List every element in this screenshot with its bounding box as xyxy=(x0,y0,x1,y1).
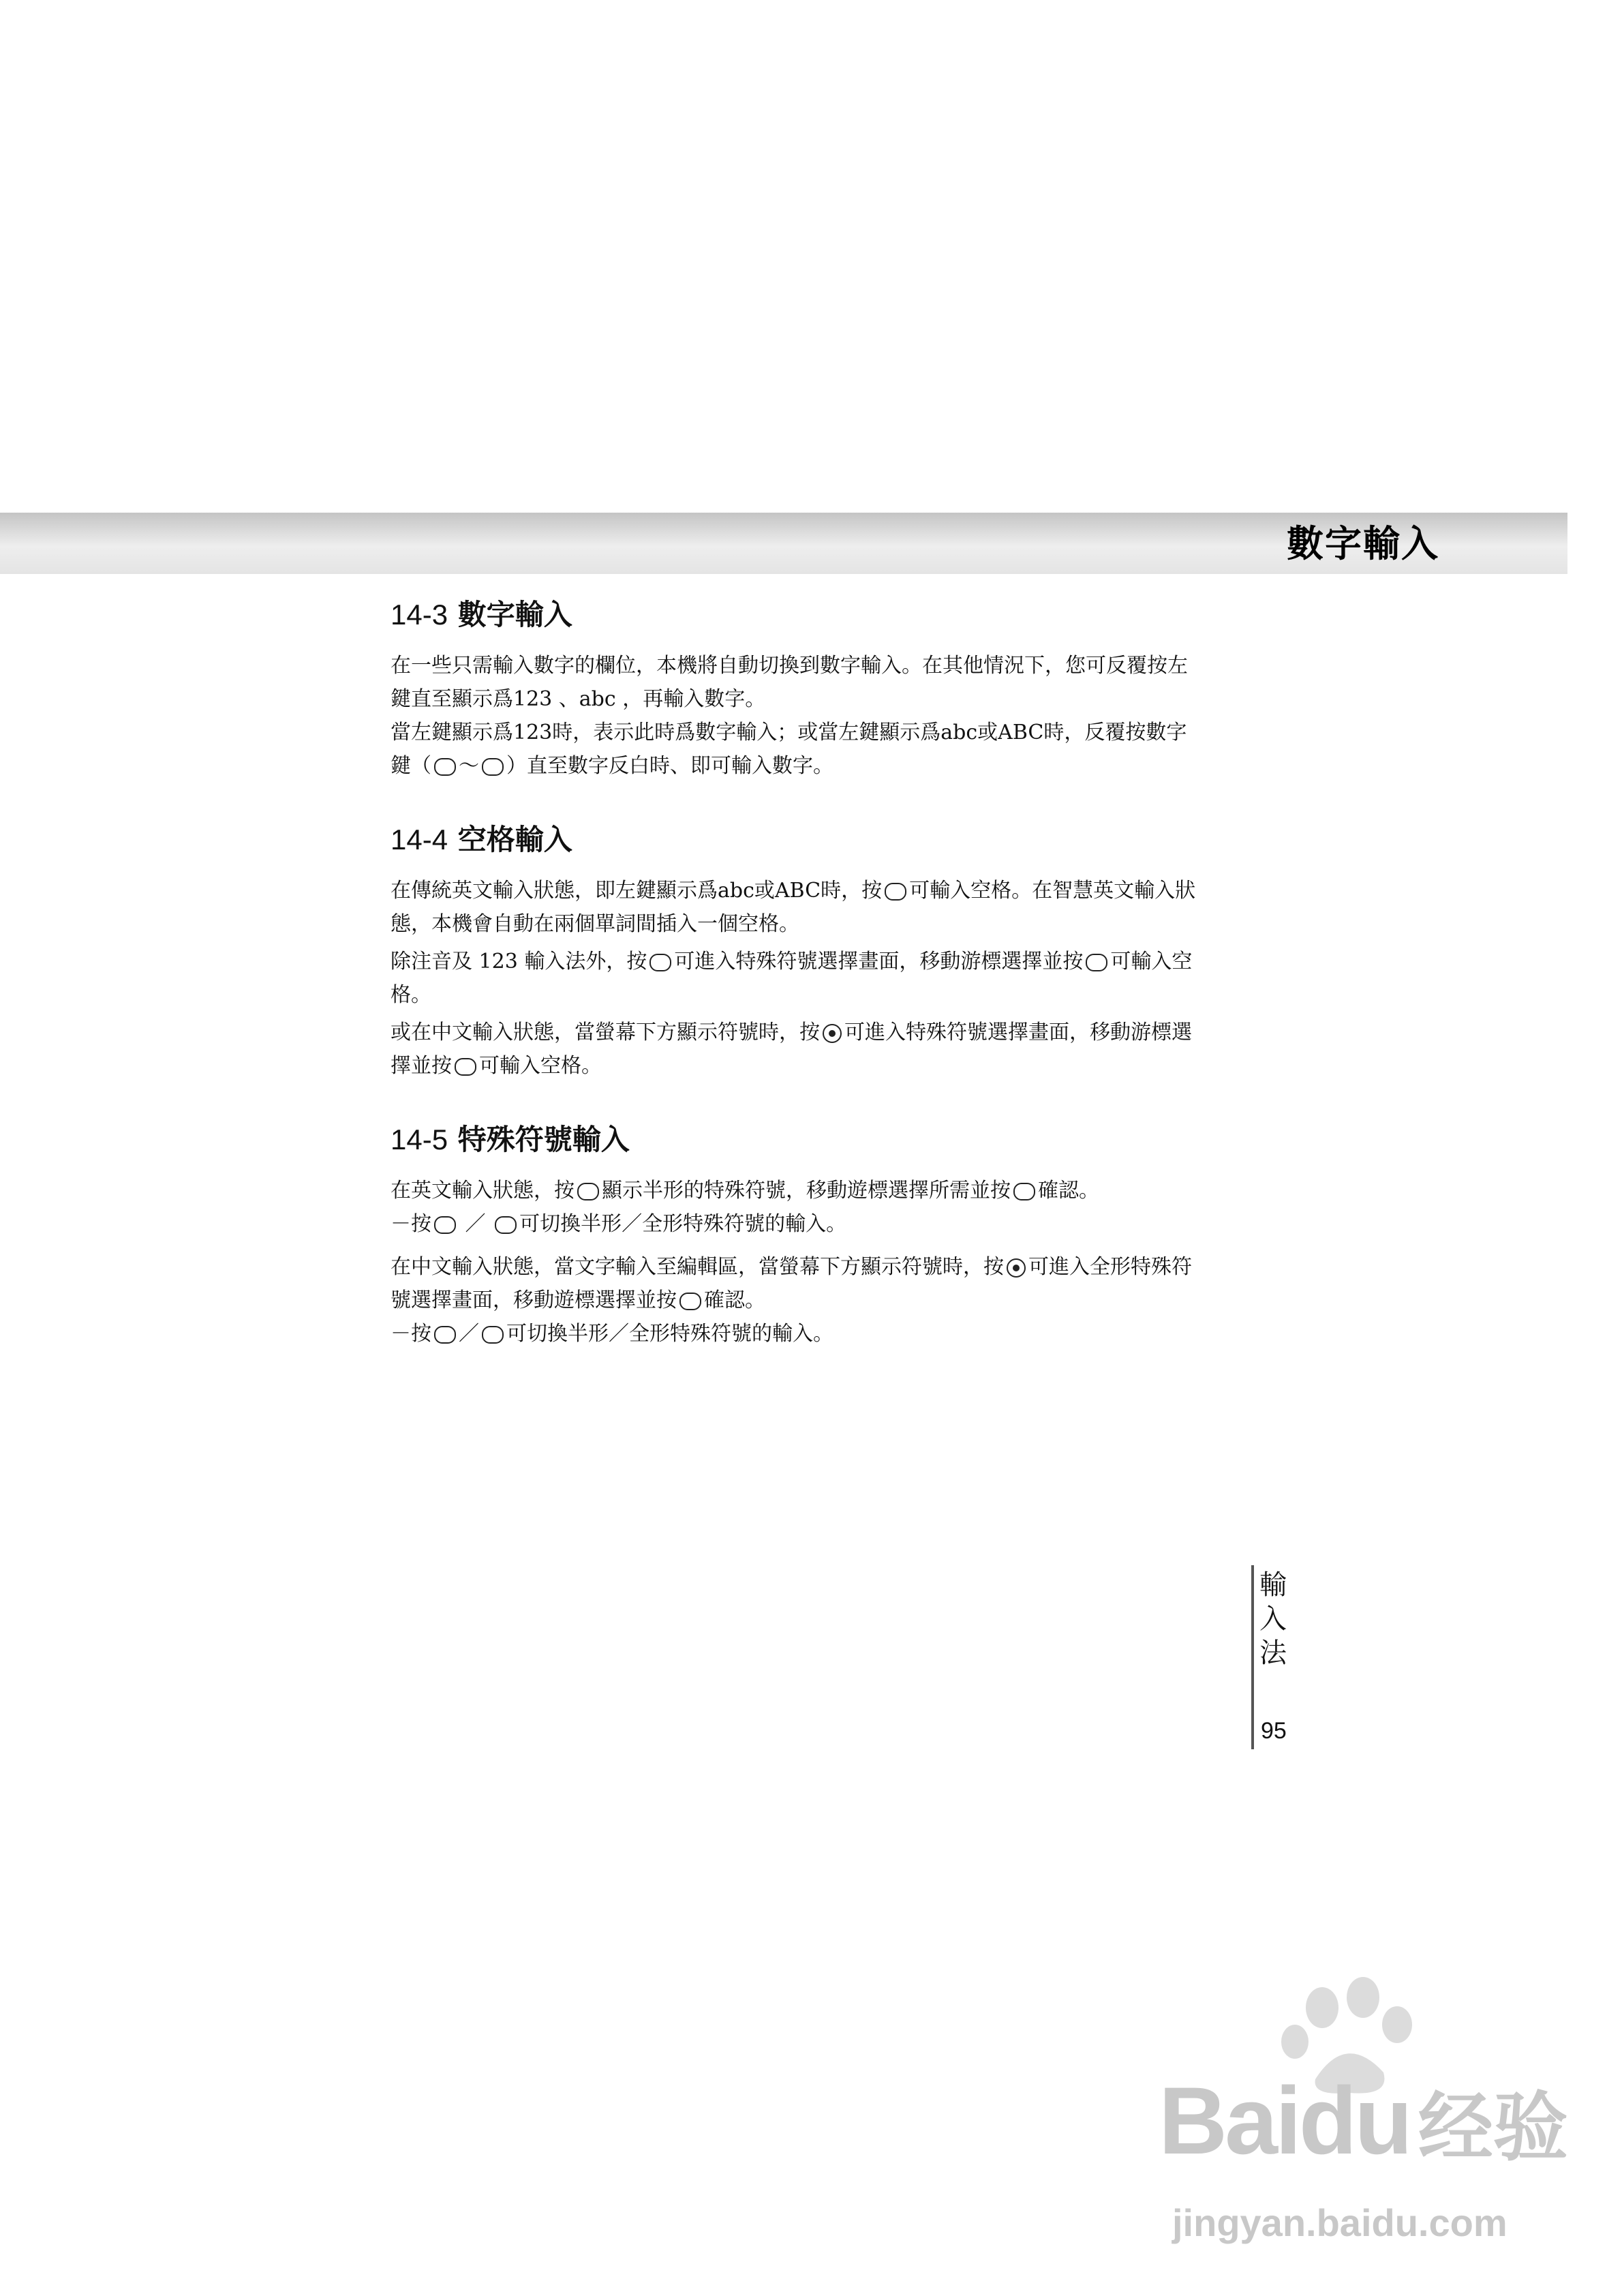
section-14-5 xyxy=(391,1118,1236,1350)
ok-key-icon xyxy=(1086,954,1107,971)
paragraph: 除注音及 123 輸入法外，按 可進入特殊符號選擇畫面，移動游標選擇並按 可輸入空 格。 xyxy=(391,950,1193,1007)
section-14-4 xyxy=(391,818,1236,1083)
paragraph: 或在中文輸入狀態，當螢幕下方顯示符號時，按 可進入特殊符號選擇畫面，移動游標選 擇並按 可輸入空格。 xyxy=(391,1021,1192,1078)
left-soft-key-icon xyxy=(434,1216,456,1234)
star-key-icon xyxy=(649,954,671,971)
main-content xyxy=(391,593,1236,1350)
section-title: 14-3 數字輸入 xyxy=(391,598,572,631)
key-0-icon xyxy=(885,883,906,901)
key-0-icon xyxy=(482,758,504,776)
right-soft-key-icon xyxy=(482,1326,504,1344)
watermark-logo: Baidu 经验 xyxy=(1159,2067,1568,2174)
paragraph: 在英文輸入狀態，按 顯示半形的特殊符號，移動遊標選擇所需並按 確認。 －按 ／ 可切換半形／全形特殊符號的輸入。 xyxy=(391,1179,1099,1236)
star-key-icon xyxy=(577,1183,599,1200)
page-title: 數字輸入 xyxy=(1287,522,1439,565)
paragraph: 在傳統英文輸入狀態，即左鍵顯示爲abc或ABC時，按 可輸入空格。在智慧英文輸入狀 態，本機會自動在兩個單詞間插入一個空格。 xyxy=(391,879,1196,936)
center-key-icon xyxy=(1007,1258,1026,1278)
center-key-icon xyxy=(823,1024,842,1043)
ok-key-icon xyxy=(679,1293,701,1310)
right-soft-key-icon xyxy=(495,1216,517,1234)
paragraph: 在中文輸入狀態，當文字輸入至編輯區，當螢幕下方顯示符號時，按 可進入全形特殊符 號選擇畫面，移動遊標選擇並按 確認。 －按 ／ 可切換半形／全形特殊符號的輸入。 xyxy=(391,1255,1192,1346)
section-14-3 xyxy=(391,593,1236,783)
ok-key-icon xyxy=(455,1058,476,1076)
section-title: 14-4 空格輸入 xyxy=(391,823,572,856)
side-rule xyxy=(1251,1565,1254,1749)
key-1-icon xyxy=(434,758,456,776)
section-title: 14-5 特殊符號輸入 xyxy=(391,1123,630,1156)
ok-key-icon xyxy=(1013,1183,1035,1200)
left-soft-key-icon xyxy=(434,1326,456,1344)
chapter-label: 輸入法 xyxy=(1259,1569,1287,1669)
paragraph: 在一些只需輸入數字的欄位，本機將自動切換到數字輸入。在其他情況下，您可反覆按左 鍵直至顯示爲123 、abc ，再輸入數字。 當左鍵顯示爲123時，表示此時爲數字輸入；或當左鍵顯示爲abc或ABC時，反覆按數字 鍵（ ～ ）直至數字反白時、即可輸入數字。 xyxy=(391,654,1188,778)
page-number: 95 xyxy=(1261,1718,1287,1744)
watermark-url: jingyan.baidu.com xyxy=(1172,2201,1508,2244)
